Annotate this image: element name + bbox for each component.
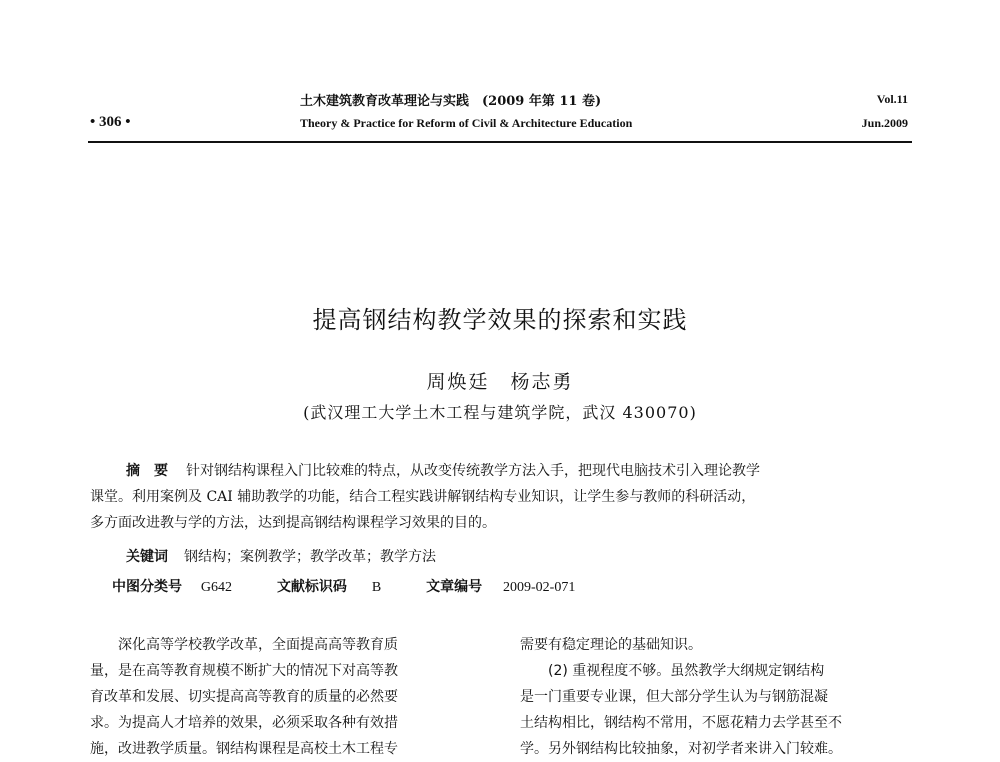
doc-code-value: B: [371, 580, 382, 595]
abstract-line-3: [90, 510, 912, 536]
article-no-label: 文章编号: [426, 579, 483, 595]
body-right-line-3: 是一门重要专业课，但大部分学生认为与钢筋混凝: [520, 689, 828, 705]
keywords-text: 钢结构；案例教学；教学改革；教学方法: [184, 549, 436, 565]
abstract-line-2: [90, 484, 912, 510]
abstract-text-1: 针对钢结构课程入门比较难的特点，从改变传统教学方法入手，把现代电脑技术引入理论教学: [186, 463, 760, 479]
keywords-line: [126, 544, 948, 570]
article-title: 提高钢结构教学效果的探索和实践: [312, 306, 688, 334]
author-affiliation: (武汉理工大学土木工程与建筑学院，武汉 430070): [303, 403, 697, 422]
body-right-line-4: 土结构相比，钢结构不常用，不愿花精力去学甚至不: [520, 715, 842, 731]
header-rule: [88, 141, 912, 143]
body-right-line-5: 学。另外钢结构比较抽象，对初学者来讲入门较难。: [520, 741, 842, 757]
article-no-value: 2009-02-071: [503, 580, 576, 595]
journal-title-en: Theory & Practice for Reform of Civil & Architecture Education: [300, 116, 633, 130]
clc-label: 中图分类号: [112, 579, 182, 595]
body-left-line-3: 育改革和发展、切实提高高等教育的质量的必然要: [90, 689, 398, 705]
issue-date: Jun.2009: [861, 116, 908, 130]
body-right-line-2: (2) 重视程度不够。虽然教学大纲规定钢结构: [520, 663, 825, 679]
abstract-line-1: [90, 458, 912, 484]
body-left-line-2: 量，是在高等教育规模不断扩大的情况下对高等教: [90, 663, 398, 679]
volume-label: Vol.11: [876, 92, 908, 106]
body-left-line-4: 求。为提高人才培养的效果，必须采取各种有效措: [90, 715, 398, 731]
article-authors: 周焕廷 杨志勇: [426, 371, 574, 393]
doc-code-label: 文献标识码: [276, 579, 347, 595]
journal-title-cn: 土木建筑教育改革理论与实践 (2009 年第 11 卷): [300, 94, 602, 109]
abstract-label: 摘 要: [126, 463, 168, 479]
clc-value: G642: [200, 580, 233, 595]
keywords-label: 关键词: [126, 549, 168, 565]
classification-line: [112, 576, 575, 596]
abstract-text-3: 多方面改进教与学的方法，达到提高钢结构课程学习效果的目的。: [90, 515, 496, 531]
abstract-text-2: 课堂。利用案例及 CAI 辅助教学的功能，结合工程实践讲解钢结构专业知识，让学生参与教师的科研活动，: [90, 489, 756, 505]
body-left-line-5: 施，改进教学质量。钢结构课程是高校土木工程专: [90, 741, 398, 757]
page-number: • 306 •: [90, 114, 131, 130]
body-left-line-1: 深化高等学校教学改革，全面提高高等教育质: [90, 637, 398, 653]
body-right-line-1: 需要有稳定理论的基础知识。: [520, 637, 702, 653]
